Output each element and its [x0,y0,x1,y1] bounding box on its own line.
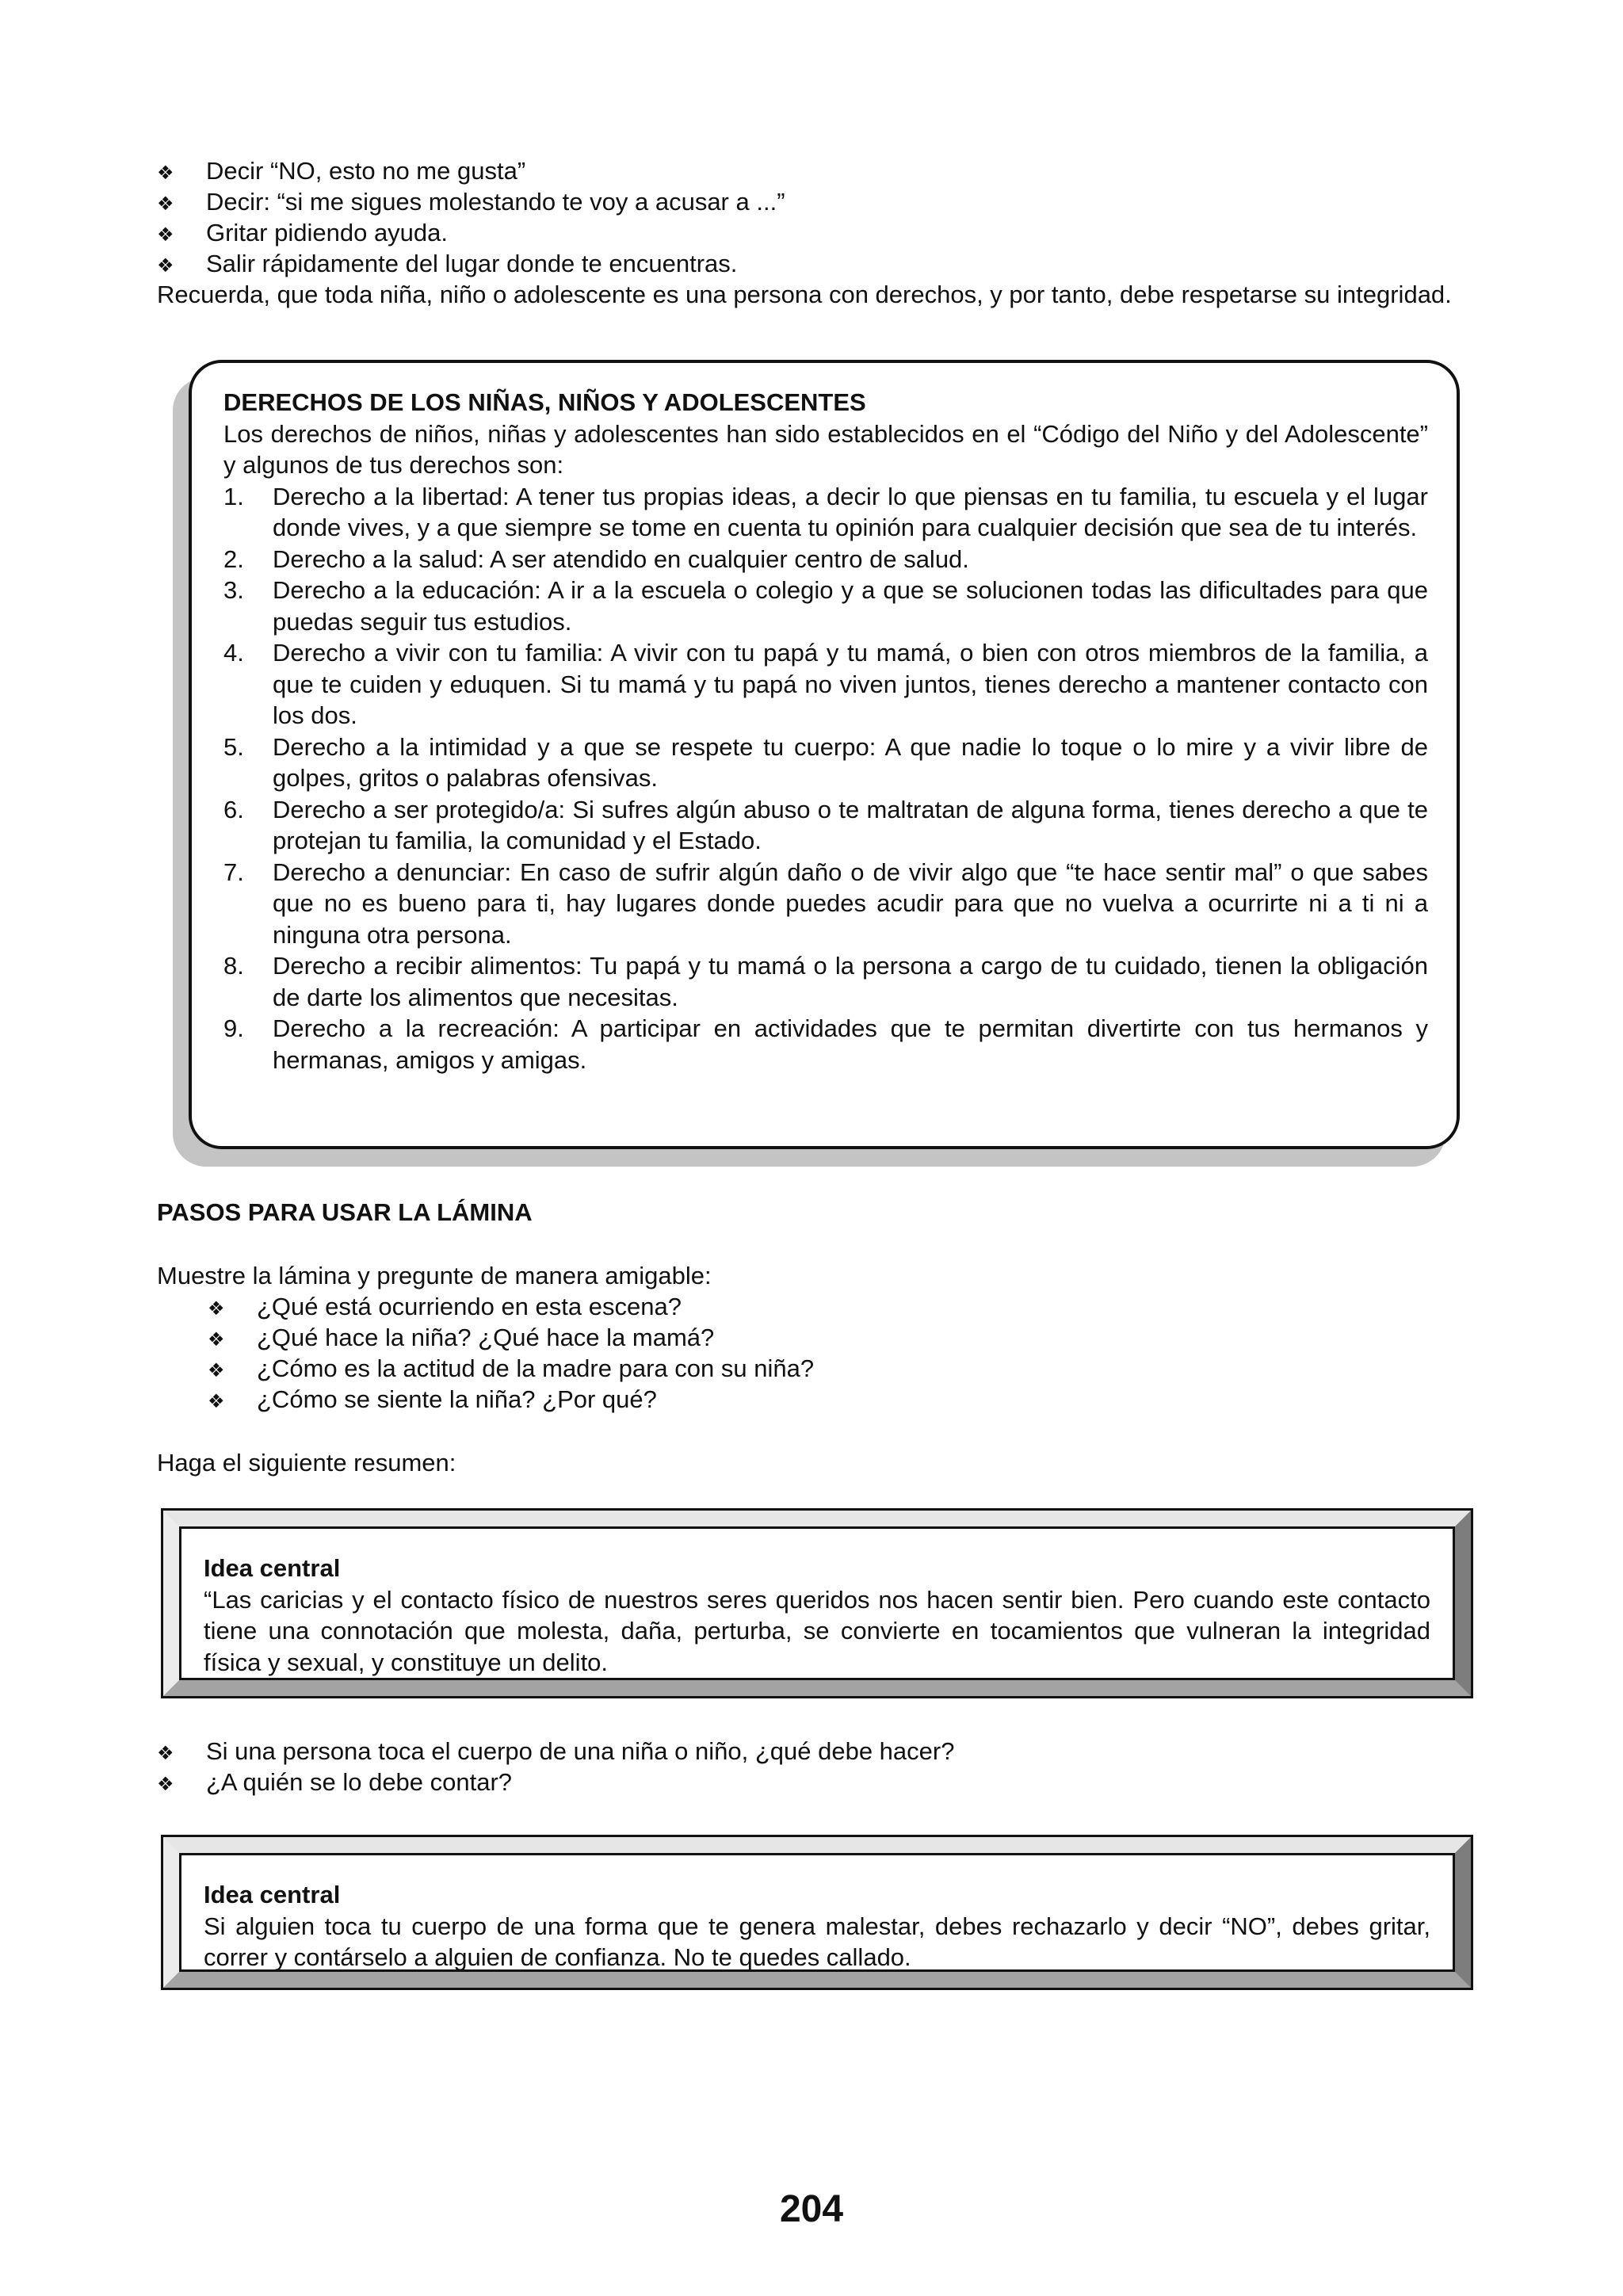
rights-item: 9. Derecho a la recreación: A participar en actividades que te permitan divertirte con tus hermanos y hermanas, amigos y amigas. [223,1014,1428,1074]
idea-text: “Las caricias y el contacto físico de nuestros seres queridos nos hacen sentir bien. Pero cuando este contacto tiene una connotación que molesta, daña, perturba, se convierte en tocamientos que vulneran la integridad física y sexual, y constituye un delito. [204,1585,1430,1676]
question-item: ❖ ¿Qué está ocurriendo en esta escena? [208,1291,682,1325]
followup-item: ❖ ¿A quién se lo debe contar? [157,1767,512,1801]
rights-title: DERECHOS DE LOS NIÑAS, NIÑOS Y ADOLESCENTES [223,388,866,416]
question-item: ❖ ¿Cómo se siente la niña? ¿Por qué? [208,1384,657,1418]
bullet-icon: ❖ [157,223,174,246]
steps-prompt: Muestre la lámina y pregunte de manera amigable: [157,1262,712,1289]
bullet-icon: ❖ [157,1773,174,1795]
rights-item: 8. Derecho a recibir alimentos: Tu papá y tu mamá o la persona a cargo de tu cuidado, tienen la obligación de darte los alimentos que necesitas. [223,952,1428,1011]
rights-item: 6. Derecho a ser protegido/a: Si sufres algún abuso o te maltratan de alguna forma, tienes derecho a que te protejan tu familia, la comunidad y el Estado. [223,795,1428,854]
bullet-icon: ❖ [208,1390,225,1412]
rights-item: 4. Derecho a vivir con tu familia: A vivir con tu papá y tu mamá, o bien con otros miembros de la familia, a que te cuiden y eduquen. Si tu mamá y tu papá no viven juntos, tienes derecho a mantener contacto con los dos. [223,639,1428,729]
idea-box-2 [163,1837,1471,1988]
bullet-icon: ❖ [208,1359,225,1381]
intro-bullet: ❖ Gritar pidiendo ayuda. [157,217,448,251]
reminder-paragraph: Recuerda, que toda niña, niño o adolescente es una persona con derechos, y por tanto, debe respetarse su integridad. [157,281,1452,308]
rights-item: 2. Derecho a la salud: A ser atendido en cualquier centro de salud. [223,544,969,573]
rights-item: 5. Derecho a la intimidad y a que se respete tu cuerpo: A que nadie lo toque o lo mire y a vivir libre de golpes, gritos o palabras ofensivas. [223,732,1428,792]
rights-intro: Los derechos de niños, niñas y adolescentes han sido establecidos en el “Código del Niño y del Adolescente” y algunos de tus derechos son: [223,419,1428,479]
bullet-icon: ❖ [157,162,174,184]
intro-bullet: ❖ Decir “NO, esto no me gusta” [157,155,525,189]
bullet-icon: ❖ [208,1297,225,1320]
intro-bullet: ❖ Decir: “si me sigues molestando te voy a acusar a ...” [157,186,785,220]
question-item: ❖ ¿Cómo es la actitud de la madre para con su niña? [208,1353,814,1387]
question-item: ❖ ¿Qué hace la niña? ¿Qué hace la mamá? [208,1322,714,1356]
rights-item: 1. Derecho a la libertad: A tener tus propias ideas, a decir lo que piensas en tu familia, tu escuela y el lugar donde vives, y a que siempre se tome en cuenta tu opinión para cualquier decisión que sea de tu interés. [223,482,1428,541]
rights-list [223,481,1428,1076]
bullet-icon: ❖ [157,193,174,215]
idea-box-1 [163,1511,1471,1696]
bullet-icon: ❖ [157,1742,174,1764]
idea-title: Idea central [204,1881,341,1908]
steps-heading: PASOS PARA USAR LA LÁMINA [157,1198,533,1226]
followup-item: ❖ Si una persona toca el cuerpo de una niña o niño, ¿qué debe hacer? [157,1736,954,1770]
intro-bullet: ❖ Salir rápidamente del lugar donde te encuentras. [157,248,737,282]
idea-title: Idea central [204,1554,341,1582]
idea-text: Si alguien toca tu cuerpo de una forma que te genera malestar, debes rechazarlo y decir “NO”, debes gritar, correr y contárselo a alguien de confianza. No te quedes callado. [204,1912,1430,1971]
rights-item: 3. Derecho a la educación: A ir a la escuela o colegio y a que se solucionen todas las dificultades para que puedas seguir tus estudios. [223,576,1428,636]
bullet-icon: ❖ [157,254,174,277]
page-number: 204 [779,2188,844,2230]
bullet-icon: ❖ [208,1328,225,1350]
summary-prompt: Haga el siguiente resumen: [157,1449,456,1477]
rights-item: 7. Derecho a denunciar: En caso de sufrir algún daño o de vivir algo que “te hace sentir mal” o que sabes que no es bueno para ti, hay lugares donde puedes acudir para que no vuelva a ocurrirte ni a ti ni a ninguna otra persona. [223,858,1428,949]
rights-box [189,360,1460,1149]
